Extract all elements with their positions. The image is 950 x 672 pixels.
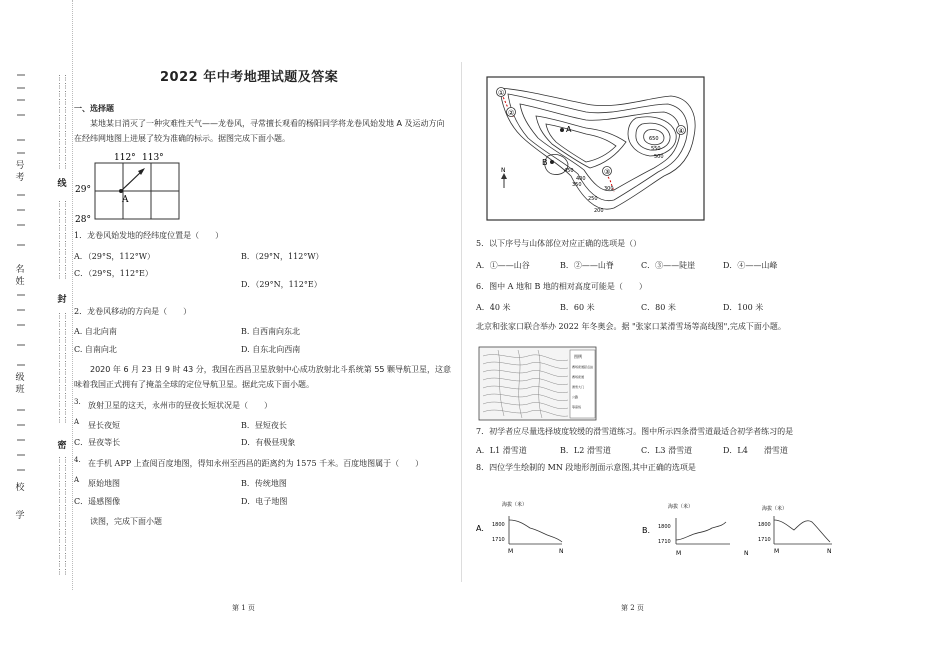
profile-ytick: 1800 — [658, 524, 671, 530]
q2-option-a[interactable]: A. 自北向南 — [74, 327, 117, 336]
legend-item: 等高线 — [572, 405, 582, 409]
q1-option-c[interactable]: C．（29°S，112°E） — [74, 269, 153, 278]
point-b-label: B — [542, 158, 548, 167]
page-number: 第 2 页 — [621, 604, 644, 612]
binding-margin — [0, 0, 73, 590]
binding-char: 考 — [15, 173, 25, 183]
q1-option-a[interactable]: A．（29°S，112°W） — [74, 252, 155, 261]
q5-option-a[interactable]: A．①——山谷 — [476, 261, 530, 270]
lon-label: 112° — [114, 153, 136, 163]
profile-b-letter: B. — [642, 526, 651, 535]
q5-option-c[interactable]: C．③——陡崖 — [641, 261, 696, 270]
profile-ytick: 1710 — [658, 539, 671, 545]
binding-dots: ⋮⋮ ⋮⋮ ⋮⋮ ⋮⋮ ⋮⋮ ⋮⋮ ⋮⋮ ⋮⋮ ⋮⋮ ⋮⋮ ⋮⋮ ⋮⋮ — [56, 74, 68, 170]
svg-text:N: N — [501, 167, 506, 174]
contour-label-3: ③ — [604, 168, 611, 176]
q3-stem: 放射卫星的这天，永州市的昼夜长短状况是（ ） — [88, 401, 272, 410]
q6-option-c[interactable]: C．80 米 — [641, 303, 676, 312]
profile-ylabel: 海拔（米） — [668, 504, 694, 510]
contour-value: 650 — [649, 136, 659, 142]
profile-c[interactable] — [752, 500, 842, 558]
q5-option-d[interactable]: D．④——山峰 — [723, 261, 778, 270]
q4-option-a-letter: A — [74, 476, 80, 484]
binding-char: 姓 — [15, 277, 25, 287]
ski-contour-map — [478, 346, 598, 422]
legend-item: 赛场索道 — [572, 375, 585, 379]
binding-marker: 封 — [57, 295, 67, 305]
lat-label: 29° — [75, 185, 91, 195]
binding-char: 级 — [15, 373, 25, 383]
q3-option-a-letter: A — [74, 418, 80, 426]
binding-lines — [14, 70, 28, 570]
profile-ytick: 1710 — [758, 537, 771, 543]
contour-value: 250 — [588, 196, 598, 202]
intro-paragraph: 某地某日消灭了一种灾难性天气——龙卷风，寻常擅长观看的杨阳同学将龙卷风始发地 A 及运动方向在经纬网地图上进展了较为准确的标示。据图完成下面小题。 — [74, 119, 445, 143]
profile-ytick: 1800 — [492, 522, 505, 528]
q1-option-d[interactable]: D．（29°N，112°E） — [241, 280, 322, 289]
latlong-grid-figure — [74, 150, 184, 226]
binding-marker: 线 — [57, 179, 67, 189]
page-number: 第 1 页 — [232, 604, 255, 612]
page-divider — [461, 62, 462, 582]
profile-ytick: 1800 — [758, 522, 771, 528]
binding-char: 号 — [15, 161, 25, 171]
intro-paragraph: 北京和张家口联合举办 2022 年冬奥会。据 "张家口某滑雪场等高线图",完成下面小题。 — [476, 322, 786, 331]
q1-stem: 1．龙卷风始发地的经纬度位置是（ ） — [74, 231, 224, 240]
binding-char: 学 — [15, 511, 25, 521]
point-label: A — [122, 195, 129, 205]
q4-option-a[interactable]: 原始地图 — [88, 479, 120, 488]
q3-number: 3. — [74, 398, 81, 406]
lat-label: 28° — [75, 215, 91, 225]
q1-option-b[interactable]: B．（29°N，112°W） — [241, 252, 324, 261]
q7-option-a[interactable]: A．L1 滑雪道 — [476, 446, 527, 455]
binding-char: 校 — [15, 483, 25, 493]
q4-option-c[interactable]: C．遥感图像 — [74, 497, 121, 506]
point-a-label: A — [566, 125, 572, 134]
contour-value: 350 — [572, 182, 582, 188]
q4-option-b[interactable]: B．传统地图 — [241, 479, 287, 488]
profile-ylabel: 海拔（米） — [762, 506, 788, 512]
q3-option-b[interactable]: B．昼短夜长 — [241, 421, 287, 430]
contour-value: 550 — [651, 146, 661, 152]
q2-option-d[interactable]: D. 自东北向西南 — [241, 345, 301, 354]
q6-option-d[interactable]: D．100 米 — [723, 303, 764, 312]
q4-option-d[interactable]: D．电子地图 — [241, 497, 288, 506]
legend-item: 公路 — [572, 395, 579, 399]
intro-paragraph: 2020 年 6 月 23 日 9 时 43 分，我国在西昌卫星放射中心成功放射北斗系统第 55 颗导航卫星，这意味着我国正式拥有了掩盖全球的定位导航卫星。据此完成下面小题。 — [74, 365, 452, 389]
q7-option-d[interactable]: D．L4 滑雪道 — [723, 446, 788, 455]
profile-b[interactable] — [642, 498, 749, 557]
profile-n: N — [559, 548, 564, 555]
binding-dots: ⋮⋮ ⋮⋮ ⋮⋮ ⋮⋮ ⋮⋮ ⋮⋮ ⋮⋮ ⋮⋮ ⋮⋮ ⋮⋮ — [56, 200, 68, 280]
q6-stem: 6．图中 A 地和 B 地的相对高度可能是（ ） — [476, 282, 647, 291]
profile-ytick: 1710 — [492, 537, 505, 543]
contour-value: 500 — [654, 154, 664, 160]
profile-n: N — [744, 550, 749, 557]
intro-paragraph: 读图，完成下面小题 — [90, 517, 162, 526]
legend-title: 图例 — [574, 354, 582, 359]
binding-char: 名 — [15, 265, 25, 275]
profile-a-letter: A. — [476, 524, 484, 533]
profile-m: M — [676, 550, 682, 557]
q3-option-d[interactable]: D．有极昼现象 — [241, 438, 296, 447]
contour-label-2: ② — [508, 109, 515, 117]
q2-stem: 2．龙卷风移动的方向是（ ） — [74, 307, 192, 316]
legend-item: 滑雪大门 — [572, 385, 585, 389]
contour-label-4: ④ — [678, 127, 685, 135]
lon-label: 113° — [142, 153, 164, 163]
page-title: 2022 年中考地理试题及答案 — [160, 70, 339, 85]
q5-stem: 5．以下序号与山体部位对应正确的选项是（） — [476, 239, 642, 248]
profile-ylabel: 海拔（米） — [502, 502, 528, 508]
contour-value: 450 — [564, 168, 574, 174]
q2-option-c[interactable]: C. 自南向北 — [74, 345, 117, 354]
legend-item: 赛场索道起点站 — [572, 365, 594, 369]
q8-stem: 8．四位学生绘制的 MN 段地形剖面示意图,其中正确的选项是 — [476, 463, 696, 472]
profile-m: M — [508, 548, 514, 555]
contour-value: 400 — [576, 176, 586, 182]
q7-option-b[interactable]: B．L2 滑雪道 — [560, 446, 611, 455]
q3-option-a[interactable]: 昼长夜短 — [88, 421, 120, 430]
contour-label-1: ① — [498, 89, 505, 97]
q4-number: 4. — [74, 456, 81, 464]
binding-marker: 密 — [57, 441, 67, 451]
q7-option-c[interactable]: C．L3 滑雪道 — [641, 446, 693, 455]
contour-map — [486, 76, 706, 222]
q4-stem: 在手机 APP 上查阅百度地图，得知永州至西昌的距离约为 1575 千米。百度地图属于（ ） — [88, 459, 424, 468]
binding-dots: ⋮⋮ ⋮⋮ ⋮⋮ ⋮⋮ ⋮⋮ ⋮⋮ ⋮⋮ ⋮⋮ ⋮⋮ ⋮⋮ ⋮⋮ ⋮⋮ ⋮⋮ ⋮⋮ — [56, 312, 68, 424]
profile-n: N — [827, 548, 832, 555]
q7-stem: 7．初学者应尽量选择坡度较缓的滑雪道练习。图中所示四条滑雪道最适合初学者练习的是 — [476, 427, 794, 436]
q3-option-c[interactable]: C．昼夜等长 — [74, 438, 121, 447]
q5-option-b[interactable]: B．②——山脊 — [560, 261, 614, 270]
contour-value: 200 — [594, 208, 604, 214]
contour-value: 300 — [604, 186, 614, 192]
profile-a[interactable] — [476, 498, 576, 556]
q6-option-b[interactable]: B．60 米 — [560, 303, 595, 312]
binding-dots: ⋮⋮ ⋮⋮ ⋮⋮ ⋮⋮ ⋮⋮ ⋮⋮ ⋮⋮ ⋮⋮ ⋮⋮ ⋮⋮ ⋮⋮ ⋮⋮ ⋮⋮ ⋮⋮ ⋮⋮ — [56, 456, 68, 576]
binding-char: 班 — [15, 385, 25, 395]
q6-option-a[interactable]: A．40 米 — [476, 303, 511, 312]
profile-m: M — [774, 548, 780, 555]
section-heading: 一、选择题 — [74, 104, 114, 113]
q2-option-b[interactable]: B. 自西南向东北 — [241, 327, 300, 336]
